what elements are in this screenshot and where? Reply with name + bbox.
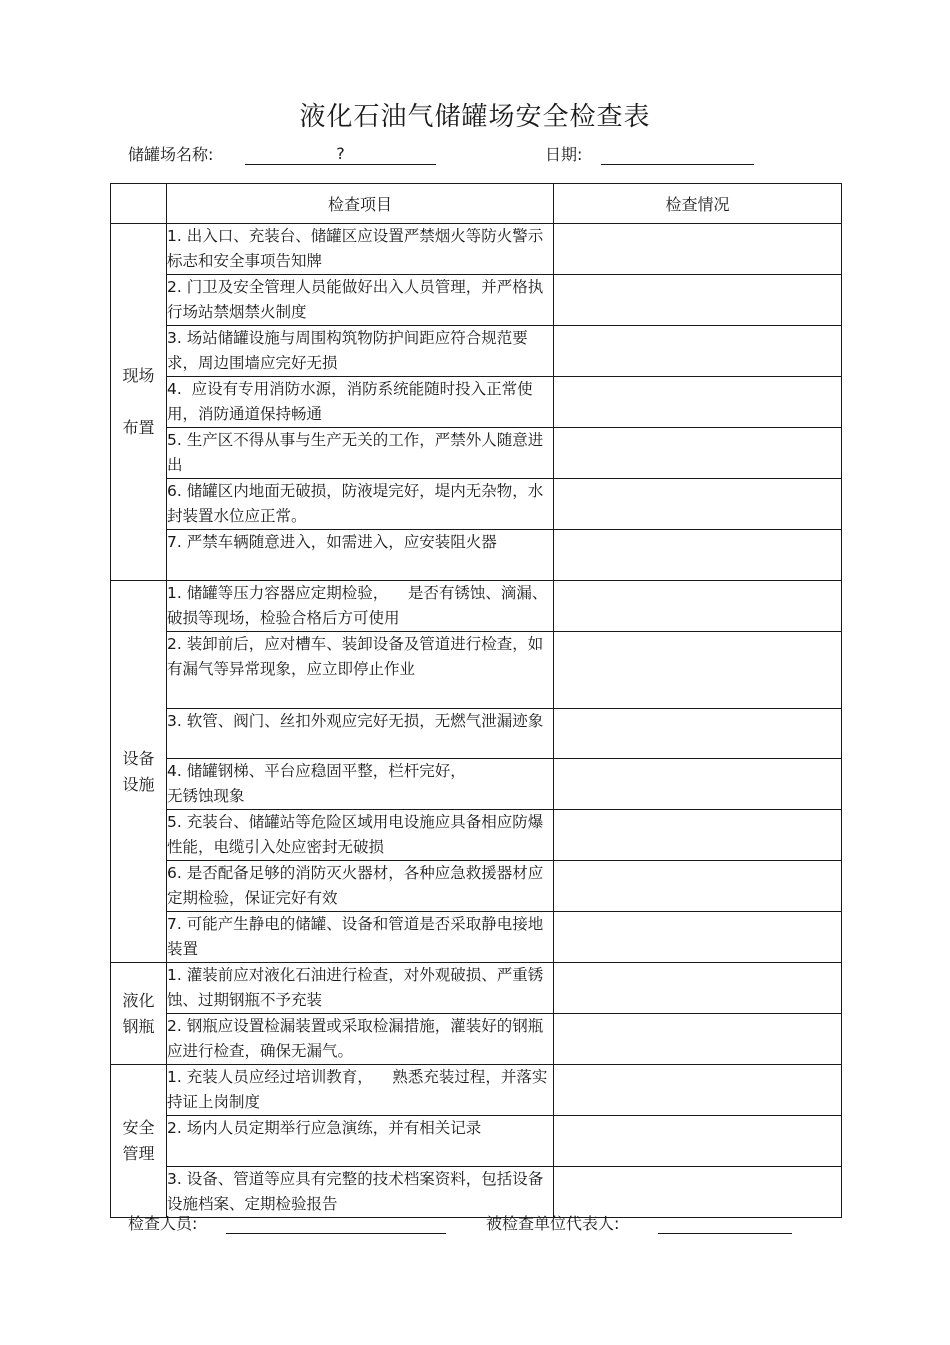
check-item-text: 6. 是否配备足够的消防灭火器材，各种应急救援器材应定期检验，保证完好有效 — [167, 861, 554, 912]
category-cell: 安全 管理 — [111, 1065, 167, 1218]
check-result-cell[interactable] — [554, 759, 842, 810]
check-item-text: 3. 场站储罐设施与周围构筑物防护间距应符合规范要求，周边围墙应完好无损 — [167, 326, 554, 377]
table-row — [111, 861, 842, 912]
table-row — [111, 428, 842, 479]
table-row — [111, 275, 842, 326]
representative-label: 被检查单位代表人: — [486, 1214, 620, 1233]
check-result-cell[interactable] — [554, 428, 842, 479]
table-row — [111, 1167, 842, 1218]
table-header-row — [111, 184, 842, 224]
table-row — [111, 581, 842, 632]
table-row — [111, 1014, 842, 1065]
check-item-text: 6. 储罐区内地面无破损，防液堤完好，堤内无杂物，水封装置水位应正常。 — [167, 479, 554, 530]
check-result-cell[interactable] — [554, 912, 842, 963]
column-header-category — [111, 184, 167, 224]
table-row — [111, 810, 842, 861]
check-result-cell[interactable] — [554, 632, 842, 709]
check-item-text: 2. 场内人员定期举行应急演练，并有相关记录 — [167, 1116, 554, 1167]
check-result-cell[interactable] — [554, 377, 842, 428]
check-result-cell[interactable] — [554, 709, 842, 759]
table-row — [111, 530, 842, 581]
check-item-text: 1. 出入口、充装台、储罐区应设置严禁烟火等防火警示标志和安全事项告知牌 — [167, 224, 554, 275]
check-result-cell[interactable] — [554, 963, 842, 1014]
check-result-cell[interactable] — [554, 810, 842, 861]
category-cell: 设备 设施 — [111, 581, 167, 963]
table-row — [111, 377, 842, 428]
check-result-cell[interactable] — [554, 1116, 842, 1167]
table-row — [111, 632, 842, 709]
table-row — [111, 963, 842, 1014]
check-item-text: 5. 生产区不得从事与生产无关的工作，严禁外人随意进出 — [167, 428, 554, 479]
check-result-cell[interactable] — [554, 1167, 842, 1218]
inspector-field[interactable] — [226, 1213, 446, 1234]
check-result-cell[interactable] — [554, 581, 842, 632]
check-item-text: 1. 储罐等压力容器应定期检验， 是否有锈蚀、滴漏、破损等现场，检验合格后方可使用 — [167, 581, 554, 632]
site-name-label: 储罐场名称: — [128, 145, 214, 164]
check-item-text: 1. 灌装前应对液化石油进行检查，对外观破损、严重锈蚀、过期钢瓶不予充装 — [167, 963, 554, 1014]
category-cell: 液化 钢瓶 — [111, 963, 167, 1065]
table-row — [111, 1116, 842, 1167]
check-item-text: 2. 门卫及安全管理人员能做好出入人员管理，并严格执行场站禁烟禁火制度 — [167, 275, 554, 326]
table-row — [111, 759, 842, 810]
check-result-cell[interactable] — [554, 479, 842, 530]
table-row — [111, 224, 842, 275]
check-item-text: 2. 装卸前后，应对槽车、装卸设备及管道进行检查，如有漏气等异常现象，应立即停止作业 — [167, 632, 554, 709]
check-result-cell[interactable] — [554, 530, 842, 581]
inspector-label: 检查人员: — [128, 1214, 198, 1233]
check-result-cell[interactable] — [554, 224, 842, 275]
table-row — [111, 912, 842, 963]
table-body — [111, 224, 842, 1218]
check-result-cell[interactable] — [554, 1065, 842, 1116]
check-result-cell[interactable] — [554, 326, 842, 377]
table-row — [111, 709, 842, 759]
column-header-item: 检查项目 — [167, 184, 554, 224]
table-row — [111, 1065, 842, 1116]
check-item-text: 7. 可能产生静电的储罐、设备和管道是否采取静电接地装置 — [167, 912, 554, 963]
check-item-text: 3. 设备、管道等应具有完整的技术档案资料，包括设备设施档案、定期检验报告 — [167, 1167, 554, 1218]
column-header-result: 检查情况 — [554, 184, 842, 224]
category-cell: 现场 布置 — [111, 224, 167, 581]
site-name-field[interactable]: ? — [245, 144, 436, 165]
check-result-cell[interactable] — [554, 275, 842, 326]
check-item-text: 1. 充装人员应经过培训教育， 熟悉充装过程，并落实持证上岗制度 — [167, 1065, 554, 1116]
check-item-text: 2. 钢瓶应设置检漏装置或采取检漏措施，灌装好的钢瓶应进行检查，确保无漏气。 — [167, 1014, 554, 1065]
representative-field[interactable] — [658, 1213, 792, 1234]
check-result-cell[interactable] — [554, 861, 842, 912]
table-row — [111, 479, 842, 530]
check-item-text: 5. 充装台、储罐站等危险区域用电设施应具备相应防爆性能，电缆引入处应密封无破损 — [167, 810, 554, 861]
page-title: 液化石油气储罐场安全检查表 — [299, 102, 651, 132]
table-row — [111, 326, 842, 377]
date-label: 日期: — [545, 145, 583, 164]
inspection-table — [110, 183, 842, 1218]
check-result-cell[interactable] — [554, 1014, 842, 1065]
date-field[interactable] — [601, 144, 754, 165]
check-item-text: 4. 储罐钢梯、平台应稳固平整，栏杆完好， 无锈蚀现象 — [167, 759, 554, 810]
check-item-text: 7. 严禁车辆随意进入，如需进入，应安装阻火器 — [167, 530, 554, 581]
check-item-text: 4. 应设有专用消防水源，消防系统能随时投入正常使用，消防通道保持畅通 — [167, 377, 554, 428]
check-item-text: 3. 软管、阀门、丝扣外观应完好无损，无燃气泄漏迹象 — [167, 709, 554, 759]
